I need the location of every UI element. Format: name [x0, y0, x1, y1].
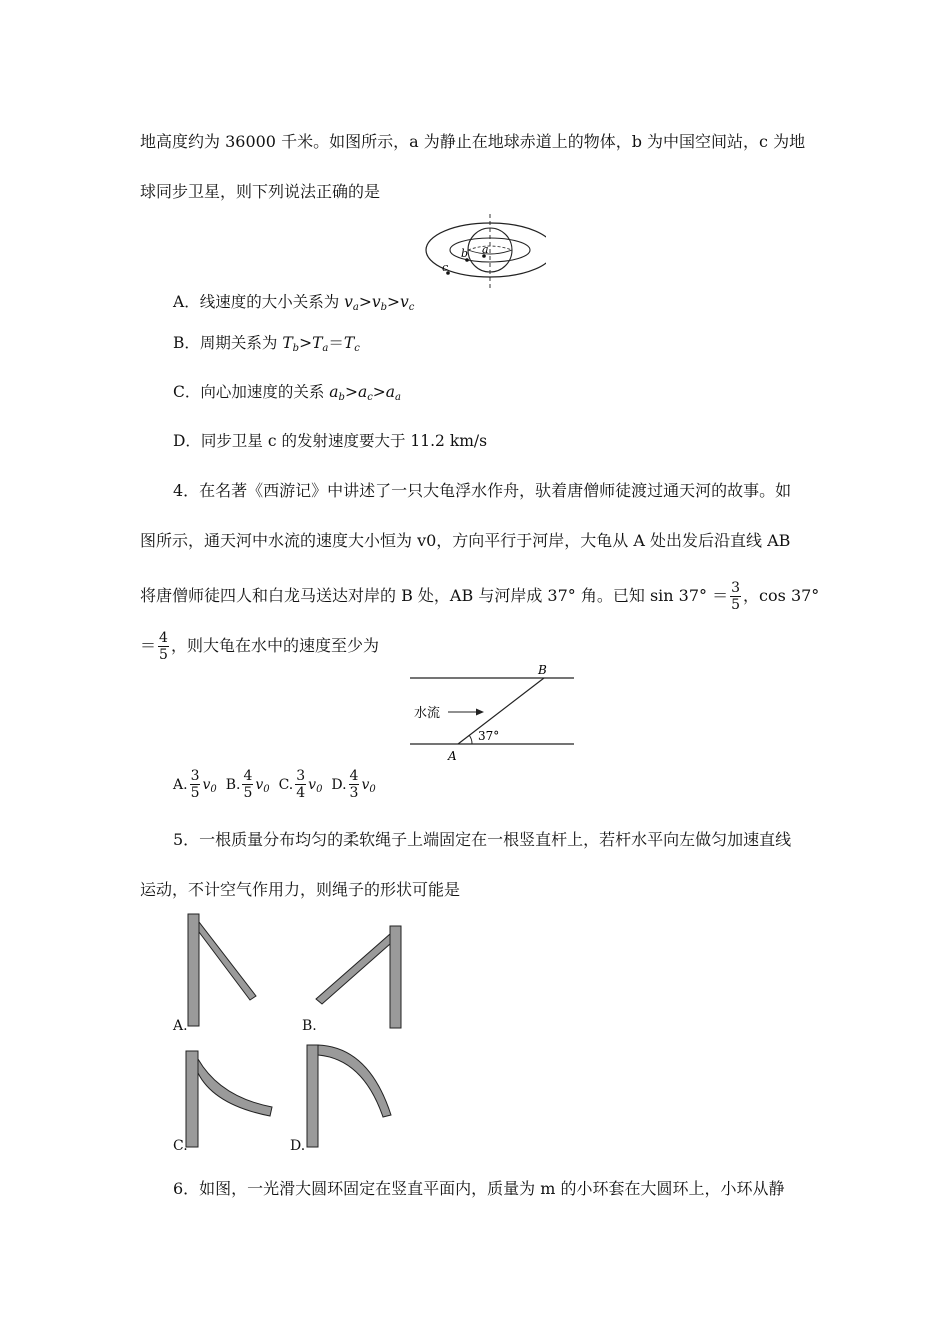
water-label: 水流: [414, 706, 441, 721]
q4-option-c: C. $\frac{3}{4}$ $v_0$: [278, 768, 323, 801]
q3-line-2: 球同步卫星，则下列说法正确的是: [140, 182, 381, 201]
path-ab: [458, 678, 544, 744]
label-a: a: [482, 243, 489, 256]
q5-line-2: 运动，不计空气作用力，则绳子的形状可能是: [140, 880, 461, 899]
orbit-figure: [412, 212, 546, 292]
q4-options: [173, 768, 376, 801]
q3-option-a: A．线速度的大小关系为 $v_a>v_b>v_c$: [173, 293, 415, 313]
rope-figure-c: [184, 1049, 280, 1151]
q4-option-a: A. $\frac{3}{5}$ $v_0$: [173, 768, 217, 801]
q5-label-a: A.: [173, 1018, 188, 1034]
rope-figure-a: [186, 912, 266, 1032]
label-point-a: A: [448, 749, 457, 763]
cos-fraction: $\frac{4}{5}$: [159, 630, 168, 663]
q4-option-b: B. $\frac{4}{5}$ $v_0$: [225, 768, 270, 801]
rope-figure-b: [312, 924, 408, 1034]
q4-line-3: 将唐僧师徒四人和白龙马送达对岸的 B 处，AB 与河岸成 37° 角。已知 sin 37° ＝ $\frac{3}{5}$ ，cos 37°: [140, 580, 820, 613]
q3-option-d: D．同步卫星 c 的发射速度要大于 11.2 km/s: [173, 432, 488, 450]
label-point-b: B: [538, 663, 547, 677]
angle-label: 37°: [478, 729, 500, 743]
q3-line-1: 地高度约为 36000 千米。如图所示，a 为静止在地球赤道上的物体，b 为中国空间站，c 为地: [140, 132, 806, 151]
rope-figure-d: [305, 1041, 397, 1151]
q4-line-2: 图所示，通天河中水流的速度大小恒为 v0，方向平行于河岸，大龟从 A 处出发后沿直线 AB: [140, 531, 791, 550]
sin-fraction: $\frac{3}{5}$: [731, 580, 741, 613]
q4-line-4: ＝ $\frac{4}{5}$ ，则大龟在水中的速度至少为: [140, 630, 379, 663]
q5-label-c: C.: [173, 1138, 188, 1154]
q5-line-1: 5．一根质量分布均匀的柔软绳子上端固定在一根竖直杆上，若杆水平向左做匀加速直线: [173, 830, 792, 849]
q4-line-1: 4．在名著《西游记》中讲述了一只大龟浮水作舟，驮着唐僧师徒渡过通天河的故事。如: [173, 481, 792, 500]
q6-line-1: 6．如图，一光滑大圆环固定在竖直平面内，质量为 m 的小环套在大圆环上，小环从静: [173, 1179, 785, 1198]
q3-option-b: B．周期关系为 $T_b>T_a=T_c$: [173, 334, 360, 354]
q5-label-d: D.: [290, 1138, 306, 1154]
river-figure: [408, 660, 578, 764]
label-b: b: [461, 247, 469, 260]
q4-option-d: D. $\frac{4}{3}$ $v_0$: [331, 768, 376, 801]
q3-option-c: C．向心加速度的关系 $a_b>a_c>a_a$: [173, 383, 401, 403]
q5-label-b: B.: [302, 1018, 317, 1034]
label-c: c: [442, 261, 449, 274]
